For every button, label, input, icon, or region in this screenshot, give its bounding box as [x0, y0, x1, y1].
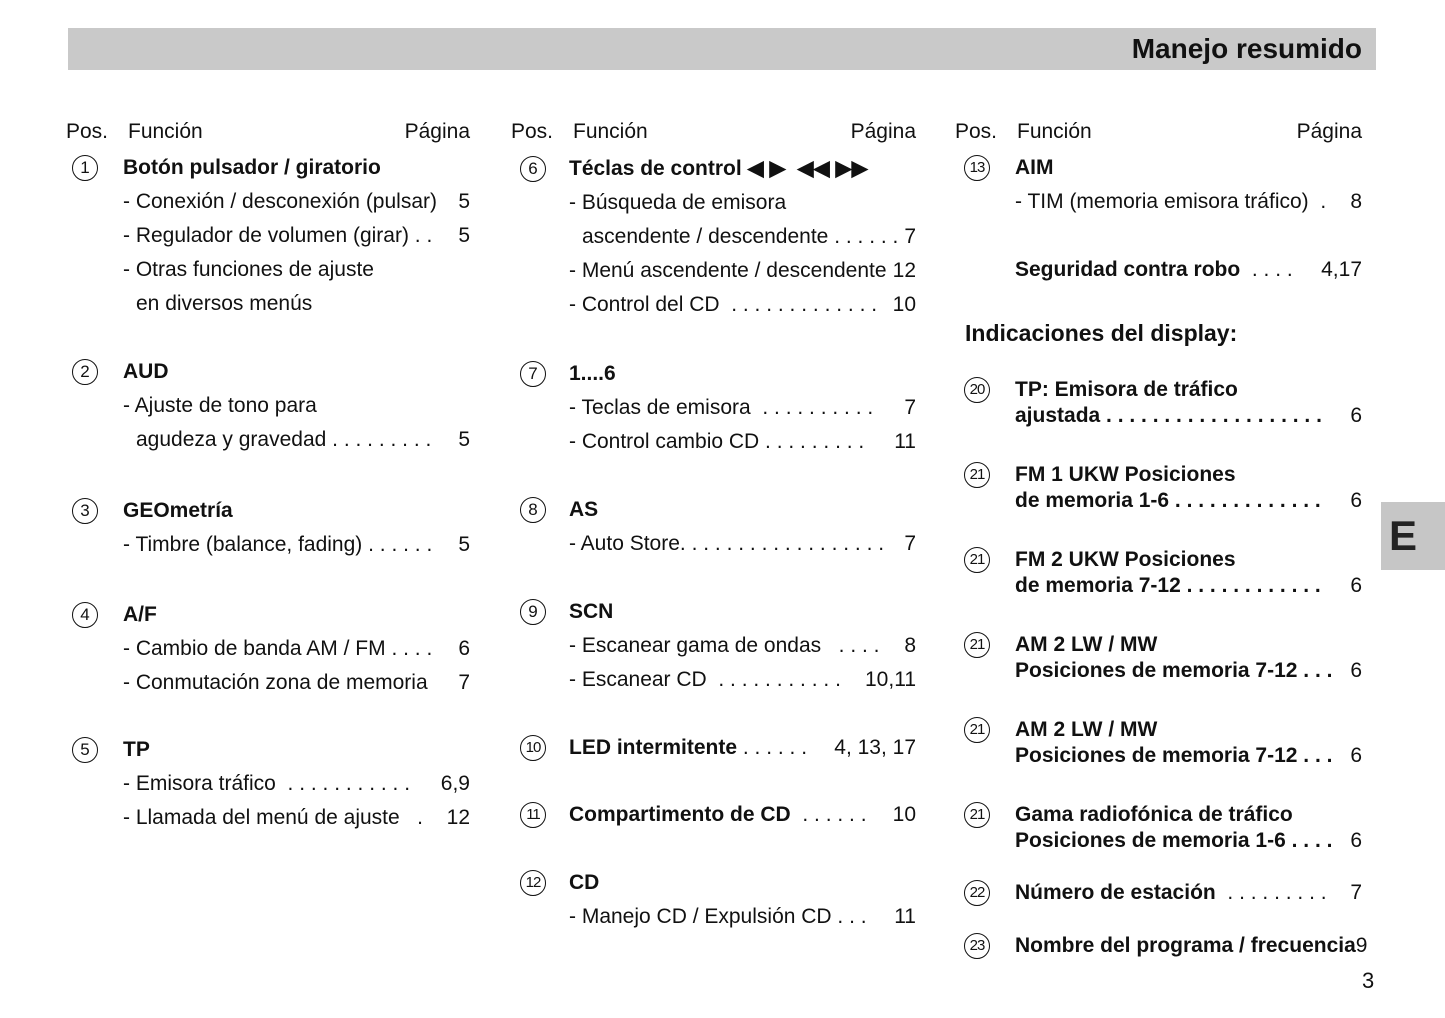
entry-text: AM 2 LW / MW	[1015, 718, 1158, 741]
index-line	[123, 670, 470, 696]
index-line	[569, 395, 916, 421]
entry-text: - Otras funciones de ajuste	[123, 258, 374, 281]
entry-text: CD	[569, 871, 600, 894]
line-text-group	[123, 771, 410, 797]
position-number-circle: 2	[72, 359, 98, 385]
line-text-group	[123, 155, 381, 181]
position-number-circle: 9	[520, 599, 546, 625]
entry-text: - Cambio de banda AM / FM . . . .	[123, 637, 433, 660]
column-header-pos: Pos.	[955, 120, 998, 143]
line-text-group	[136, 427, 431, 453]
column-header-pos: Pos.	[511, 120, 554, 143]
page-reference: 9	[1355, 934, 1368, 957]
index-line	[1015, 632, 1362, 658]
page-reference: 8	[904, 634, 916, 657]
index-line	[123, 189, 470, 215]
entry-text: AS	[569, 498, 599, 521]
line-text-group	[582, 224, 898, 250]
index-line	[136, 427, 470, 453]
entry-text: - Emisora tráfico . . . . . . . . . . .	[123, 772, 411, 795]
line-text-group	[1015, 573, 1321, 599]
page-reference: 6	[458, 637, 470, 660]
line-text-group	[1015, 880, 1327, 906]
index-line	[1015, 573, 1362, 599]
index-line	[569, 802, 916, 828]
line-text-group	[569, 735, 807, 761]
entry-text: - Regulador de volumen (girar) . .	[123, 224, 433, 247]
entry-text: Posiciones de memoria 7-12 . . .	[1015, 744, 1333, 767]
line-text-group	[1015, 377, 1238, 403]
entry-text: - Conexión / desconexión (pulsar)	[123, 190, 437, 213]
line-text-group	[1015, 933, 1356, 959]
entry-text: - Control cambio CD . . . . . . . . .	[569, 430, 865, 453]
index-line	[1015, 377, 1362, 403]
position-number-circle: 21	[964, 632, 990, 658]
page-reference: 5	[458, 533, 470, 556]
column-header-pos: Pos.	[66, 120, 109, 143]
entry-text: Seguridad contra robo	[1015, 258, 1241, 281]
page-reference: 8	[1350, 190, 1362, 213]
line-text-group	[1015, 488, 1321, 514]
entry-text: ajustada . . . . . . . . . . . . . . . . . . .	[1015, 404, 1322, 427]
entry-text: AUD	[123, 360, 169, 383]
entry-text: agudeza y gravedad . . . . . . . . .	[136, 428, 432, 451]
position-number-circle: 11	[520, 802, 546, 828]
leader-dots: . . . . . .	[737, 736, 808, 759]
index-line	[123, 498, 470, 524]
index-line	[1015, 189, 1362, 215]
index-line	[1015, 488, 1362, 514]
page-reference: 6	[1350, 744, 1362, 767]
entry-text: SCN	[569, 600, 614, 623]
page-reference: 6	[1350, 829, 1362, 852]
line-text-group	[123, 670, 428, 696]
entry-text: Posiciones de memoria 1-6 . . . .	[1015, 829, 1333, 852]
line-text-group	[123, 257, 374, 283]
entry-text: AIM	[1015, 156, 1054, 179]
line-text-group	[569, 599, 613, 625]
index-line	[1015, 547, 1362, 573]
entry-text: - Búsqueda de emisora	[569, 191, 787, 214]
page-reference: 4, 13, 17	[834, 736, 916, 759]
line-text-group	[569, 904, 867, 930]
position-number-circle: 20	[964, 377, 990, 403]
line-text-group	[569, 292, 877, 318]
page-reference: 6	[1350, 489, 1362, 512]
index-line	[1015, 880, 1362, 906]
line-text-group	[123, 223, 432, 249]
position-number-circle: 22	[964, 880, 990, 906]
page-reference: 11	[894, 905, 916, 928]
position-number-circle: 21	[964, 462, 990, 488]
page-reference: 5	[458, 224, 470, 247]
entry-text: FM 1 UKW Posiciones	[1015, 463, 1236, 486]
line-text-group	[123, 532, 432, 558]
column-header-function: Función	[1017, 120, 1092, 143]
line-text-group	[123, 636, 432, 662]
page-reference: 7	[458, 671, 470, 694]
index-line	[123, 805, 470, 831]
line-text-group	[569, 258, 887, 284]
line-text-group	[1015, 547, 1236, 573]
page-reference: 6	[1350, 659, 1362, 682]
entry-text: Botón pulsador / giratorio	[123, 156, 381, 179]
entry-text: de memoria 7-12 . . . . . . . . . . . .	[1015, 574, 1321, 597]
line-text-group	[1015, 743, 1332, 769]
index-line	[582, 224, 916, 250]
line-text-group	[1015, 155, 1054, 181]
page-reference: 12	[892, 259, 916, 282]
line-text-group	[569, 429, 864, 455]
position-number-circle: 4	[72, 602, 98, 628]
column-header-page: Página	[404, 120, 470, 143]
page-reference: 10,11	[865, 668, 916, 691]
line-text-group	[569, 190, 786, 216]
language-tab	[1381, 502, 1445, 570]
page-reference: 6	[1350, 574, 1362, 597]
index-line	[136, 291, 470, 317]
index-line	[123, 771, 470, 797]
index-line	[569, 497, 916, 523]
page-reference: 7	[1350, 881, 1362, 904]
page-reference: 11	[894, 430, 916, 453]
index-line	[569, 904, 916, 930]
page-reference: 6,9	[440, 772, 470, 795]
index-line	[569, 292, 916, 318]
position-number-circle: 23	[964, 933, 990, 959]
index-line	[569, 667, 916, 693]
page-reference: 5	[458, 190, 470, 213]
entry-text: - Control del CD . . . . . . . . . . . . .	[569, 293, 878, 316]
line-text-group	[136, 291, 312, 317]
entry-text: Posiciones de memoria 7-12 . . .	[1015, 659, 1333, 682]
index-line	[123, 359, 470, 385]
entry-text: AM 2 LW / MW	[1015, 633, 1158, 656]
index-line	[123, 737, 470, 763]
position-number-circle: 13	[964, 155, 990, 181]
index-line	[1015, 155, 1362, 181]
entry-text: A/F	[123, 603, 157, 626]
entry-text: - Conmutación zona de memoria	[123, 671, 428, 694]
line-text-group	[123, 602, 157, 628]
page-title: Manejo resumido	[1131, 33, 1362, 64]
line-text-group	[1015, 802, 1293, 828]
position-number-circle: 12	[520, 870, 546, 896]
position-number-circle: 8	[520, 497, 546, 523]
position-number-circle: 1	[72, 155, 98, 181]
line-text-group	[569, 870, 599, 896]
header-bar	[68, 28, 1376, 70]
entry-text: - Auto Store. . . . . . . . . . . . . . . . . .	[569, 532, 885, 555]
index-line	[569, 599, 916, 625]
position-number-circle: 21	[964, 547, 990, 573]
position-number-circle: 10	[520, 735, 546, 761]
index-line	[123, 532, 470, 558]
language-tab-letter: E	[1389, 512, 1418, 559]
page-reference: 7	[904, 396, 916, 419]
index-line	[569, 429, 916, 455]
column-header-function: Función	[573, 120, 648, 143]
line-text-group	[123, 498, 233, 524]
leader-dots: . . . .	[1240, 258, 1293, 281]
entry-text: Gama radiofónica de tráfico	[1015, 803, 1293, 826]
entry-text: ascendente / descendente . . . . . .	[582, 225, 899, 248]
entry-text: GEOmetría	[123, 499, 233, 522]
page-reference: 6	[1350, 404, 1362, 427]
entry-text: - Escanear CD . . . . . . . . . . .	[569, 668, 841, 691]
position-number-circle: 3	[72, 498, 98, 524]
entry-text: en diversos menús	[136, 292, 313, 315]
index-line	[1015, 658, 1362, 684]
index-line	[1015, 933, 1368, 959]
index-line	[1015, 257, 1362, 283]
line-text-group	[569, 395, 873, 421]
entry-text: Número de estación	[1015, 881, 1216, 904]
position-number-circle: 21	[964, 802, 990, 828]
line-text-group	[1015, 717, 1157, 743]
page-number: 3	[1362, 968, 1375, 993]
index-line	[1015, 462, 1362, 488]
index-line	[123, 257, 470, 283]
entry-text: - Escanear gama de ondas . . . .	[569, 634, 880, 657]
line-text-group	[569, 497, 598, 523]
position-number-circle: 7	[520, 361, 546, 387]
page-reference: 7	[904, 225, 916, 248]
index-line	[569, 190, 916, 216]
line-text-group	[569, 802, 867, 828]
index-line	[123, 223, 470, 249]
index-line	[569, 531, 916, 557]
index-line	[123, 155, 470, 181]
page-reference: 10	[892, 803, 916, 826]
entry-text: de memoria 1-6 . . . . . . . . . . . . .	[1015, 489, 1321, 512]
leader-dots: . . . . . . . . .	[1215, 881, 1327, 904]
leader-dots: . . . . . .	[790, 803, 867, 826]
index-line	[569, 633, 916, 659]
display-heading: Indicaciones del display:	[965, 320, 1238, 346]
page-reference: 7	[904, 532, 916, 555]
entry-text: TP: Emisora de tráfico	[1015, 378, 1238, 401]
entry-text: - Menú ascendente / descendente	[569, 259, 887, 282]
line-text-group	[569, 531, 884, 557]
entry-text: - Ajuste de tono para	[123, 394, 317, 417]
entry-text: Nombre del programa / frecuencia	[1015, 934, 1356, 957]
page-reference: 5	[458, 428, 470, 451]
line-text-group	[1015, 257, 1293, 283]
entry-text: - Manejo CD / Expulsión CD . . .	[569, 905, 867, 928]
entry-text: LED intermitente	[569, 736, 738, 759]
page-reference: 10	[892, 293, 916, 316]
line-text-group	[1015, 189, 1326, 215]
column-header-page: Página	[850, 120, 916, 143]
index-line	[123, 393, 470, 419]
line-text-group	[569, 667, 841, 693]
index-line	[569, 156, 916, 182]
line-text-group	[569, 361, 616, 387]
index-line	[123, 602, 470, 628]
entry-text: FM 2 UKW Posiciones	[1015, 548, 1236, 571]
line-text-group	[123, 393, 317, 419]
index-line	[569, 735, 916, 761]
column-header-function: Función	[128, 120, 203, 143]
entry-text: - Llamada del menú de ajuste .	[123, 806, 424, 829]
line-text-group	[1015, 828, 1332, 854]
entry-text: TP	[123, 738, 150, 761]
line-text-group	[1015, 403, 1322, 429]
entry-text: Téclas de control ◀ ▶ ◀◀ ▶▶	[569, 157, 868, 180]
index-line	[1015, 828, 1362, 854]
entry-text: - Teclas de emisora . . . . . . . . . .	[569, 396, 874, 419]
line-text-group	[123, 737, 150, 763]
position-number-circle: 6	[520, 156, 546, 182]
line-text-group	[1015, 462, 1236, 488]
index-line	[569, 361, 916, 387]
line-text-group	[123, 805, 423, 831]
line-text-group	[569, 156, 868, 182]
column-header-page: Página	[1296, 120, 1362, 143]
line-text-group	[1015, 658, 1332, 684]
line-text-group	[123, 359, 169, 385]
page-reference: 4,17	[1321, 258, 1362, 281]
entry-text: 1....6	[569, 362, 616, 385]
line-text-group	[123, 189, 437, 215]
index-line	[1015, 743, 1362, 769]
index-line	[569, 258, 916, 284]
index-line	[1015, 403, 1362, 429]
index-line	[1015, 802, 1362, 828]
entry-text: - Timbre (balance, fading) . . . . . .	[123, 533, 433, 556]
position-number-circle: 5	[72, 737, 98, 763]
index-line	[569, 870, 916, 896]
page-reference: 12	[446, 806, 470, 829]
entry-text: - TIM (memoria emisora tráfico) .	[1015, 190, 1327, 213]
position-number-circle: 21	[964, 717, 990, 743]
index-line	[123, 636, 470, 662]
line-text-group	[569, 633, 880, 659]
line-text-group	[1015, 632, 1157, 658]
entry-text: Compartimento de CD	[569, 803, 791, 826]
index-line	[1015, 717, 1362, 743]
